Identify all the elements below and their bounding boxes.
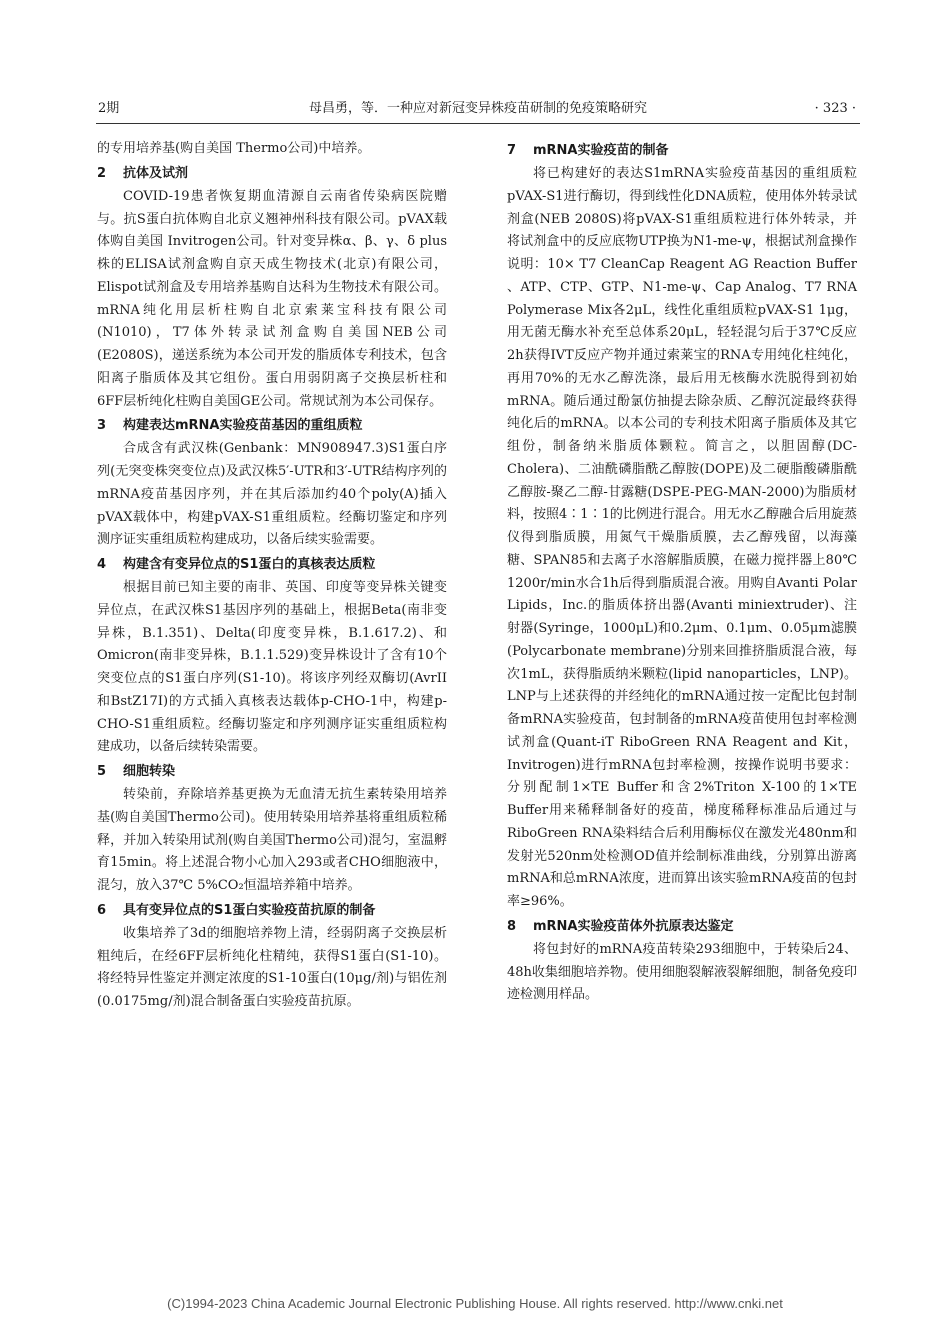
section-heading xyxy=(97,161,447,186)
section-title: 抗体及试剂 xyxy=(123,165,189,181)
section-number: 6 xyxy=(97,902,107,918)
journal-issue: 2期 xyxy=(98,101,120,116)
body-paragraph: 根据目前已知主要的南非、英国、印度等变异株关键变异位点，在武汉株S1基因序列的基础上，根据Beta(南非变异株，B.1.351)、Delta(印度变异株，B.1.617.2)、和Omicron(南非变异株，B.1.1.529)变异株设计了含有10个突变位点的S1蛋白序列(S1-10)。将该序列经双酶切(AvrII和BstZ17I)的方式插入真核表达载体p-CHO-1中，构建p-CHO-S1重组质粒。经酶切鉴定和序列测序证实重组质粒构建成功，以备后续转染需要。 xyxy=(97,580,447,755)
section-heading xyxy=(507,914,857,939)
section-title: 具有变异位点的S1蛋白实验疫苗抗原的制备 xyxy=(123,902,376,918)
section-title: mRNA实验疫苗体外抗原表达鉴定 xyxy=(533,918,734,934)
left-column xyxy=(97,138,447,1014)
section-number: 8 xyxy=(507,918,517,934)
running-header xyxy=(96,99,860,124)
right-column xyxy=(507,138,857,1007)
section-heading xyxy=(97,552,447,577)
section-number: 2 xyxy=(97,165,107,181)
section-title: 构建含有变异位点的S1蛋白的真核表达质粒 xyxy=(123,557,376,572)
section-heading xyxy=(507,138,857,163)
section-title: mRNA实验疫苗的制备 xyxy=(533,143,669,158)
section-number: 4 xyxy=(97,557,107,572)
body-paragraph: 将包封好的mRNA疫苗转染293细胞中，于转染后24、48h收集细胞培养物。使用细胞裂解液裂解细胞，制备免疫印迹检测用样品。 xyxy=(507,941,857,1003)
body-paragraph: 转染前，弃除培养基更换为无血清无抗生素转染用培养基(购自美国Thermo公司)。使用转染用培养基将重组质粒稀释，并加入转染用试剂(购自美国Thermo公司)混匀，室温孵育15min。将上述混合物小心加入293或者CHO细胞液中，混匀，放入37℃ 5%CO₂恒温培养箱中培养。 xyxy=(97,787,447,893)
section-heading xyxy=(97,413,447,438)
body-paragraph: COVID-19患者恢复期血清源自云南省传染病医院赠与。抗S蛋白抗体购自北京义翘神州科技有限公司。pVAX载体购自美国 Invitrogen公司。针对变异株α、β、γ、δ plus株的ELISA试剂盒购自京天成生物技术(北京)有限公司，Elispot试剂盒及专用培养基购自达科为生物技术有限公司。mRNA纯化用层析柱购自北京索莱宝科技有限公司(N1010)，T7体外转录试剂盒购自美国NEB公司(E2080S)，递送系统为本公司开发的脂质体专利技术，包含阳离子脂质体及其它组份。蛋白用弱阴离子交换层析柱和6FF层析纯化柱购自美国GE公司。常规试剂为本公司保存。 xyxy=(97,188,447,409)
section-heading xyxy=(97,898,447,923)
section-number: 5 xyxy=(97,764,107,779)
page-number: · 323 · xyxy=(814,101,856,116)
copyright-footer: (C)1994-2023 China Academic Journal Electronic Publishing House. All rights reserved. http://www.cnki.net xyxy=(167,1296,783,1311)
section-number: 3 xyxy=(97,418,107,434)
body-paragraph: 将已构建好的表达S1mRNA实验疫苗基因的重组质粒pVAX-S1进行酶切，得到线性化DNA质粒，使用体外转录试剂盒(NEB 2080S)将pVAX-S1重组质粒进行体外转录，并将试剂盒中的反应底物UTP换为N1-me-ψ，根据试剂盒操作说明：10× T7 CleanCap Reagent AG Reaction Buffer 、ATP、CTP、GTP、N1-me-ψ、Cap Analog、T7 RNA Polymerase Mix各2μL，线性化重组质粒pVAX-S1 1μg，用无菌无酶水补充至总体系20μL，轻轻混匀后于37℃反应2h获得IVT反应产物并通过索莱宝的RNA专用纯化柱纯化，再用70%的无水乙醇洗涤，最后用无核酶水洗脱得到初始mRNA。随后通过酚氯仿抽提去除杂质、乙醇沉淀最终获得纯化后的mRNA。以本公司的专利技术阳离子脂质体及其它组份，制备纳米脂质体颗粒。简言之，以胆固醇(DC-Cholera)、二油酰磷脂酰乙醇胺(DOPE)及二硬脂酸磷脂酰乙醇胺-聚乙二醇-甘露糖(DSPE-PEG-MAN-2000)为脂质材料，按照4∶1∶1的比例进行混合。用无水乙醇融合后用旋蒸仪得到脂质膜，用氮气干燥脂质膜，去乙醇残留，以海藻糖、SPAN85和去离子水溶解脂质膜，在磁力搅拌器上80℃ 1200r/min水合1h后得到脂质混合液。用购自Avanti Polar Lipids，Inc.的脂质体挤出器(Avanti miniextruder)、注射器(Syringe，1000μL)和0.2μm、0.1μm、0.05μm滤膜(Polycarbonate membrane)分别来回推挤脂质混合液，每次1mL，获得脂质纳米颗粒(lipid nanoparticles，LNP)。LNP与上述获得的并经纯化的mRNA通过按一定配比包封制备mRNA实验疫苗，包封制备的mRNA疫苗使用包封率检测试剂盒(Quant-iT RiboGreen RNA Reagent and Kit，Invitrogen)进行mRNA包封率检测，按操作说明书要求：分别配制1×TE Buffer和含2%Triton X-100的1×TE Buffer用来稀释制备好的疫苗，梯度稀释标准品后通过与RiboGreen RNA染料结合后利用酶标仪在激发光480nm和发射光520nm处检测OD值并绘制标准曲线，分别算出游离mRNA和总mRNA浓度，进而算出该实验mRNA疫苗的包封率≥96%。 xyxy=(507,166,857,909)
body-paragraph: 收集培养了3d的细胞培养物上清，经弱阴离子交换层析粗纯后，在经6FF层析纯化柱精纯，获得S1蛋白(S1-10)。将经特异性鉴定并测定浓度的S1-10蛋白(10μg/剂)与铝佐剂(0.0175mg/剂)混合制备蛋白实验疫苗抗原。 xyxy=(97,925,447,1009)
section-number: 7 xyxy=(507,143,517,158)
section-title: 构建表达mRNA实验疫苗基因的重组质粒 xyxy=(123,418,363,434)
body-paragraph: 的专用培养基(购自美国 Thermo公司)中培养。 xyxy=(97,141,371,156)
section-title: 细胞转染 xyxy=(123,764,176,779)
body-paragraph: 合成含有武汉株(Genbank：MN908947.3)S1蛋白序列(无突变株突变位点)及武汉株5′-UTR和3′-UTR结构序列的mRNA疫苗基因序列，并在其后添加约40个poly(A)插入pVAX载体中，构建pVAX-S1重组质粒。经酶切鉴定和序列测序证实重组质粒构建成功，以备后续实验需要。 xyxy=(97,441,447,548)
section-heading xyxy=(97,759,447,784)
running-title: 母昌勇，等．一种应对新冠变异株疫苗研制的免疫策略研究 xyxy=(308,101,647,116)
